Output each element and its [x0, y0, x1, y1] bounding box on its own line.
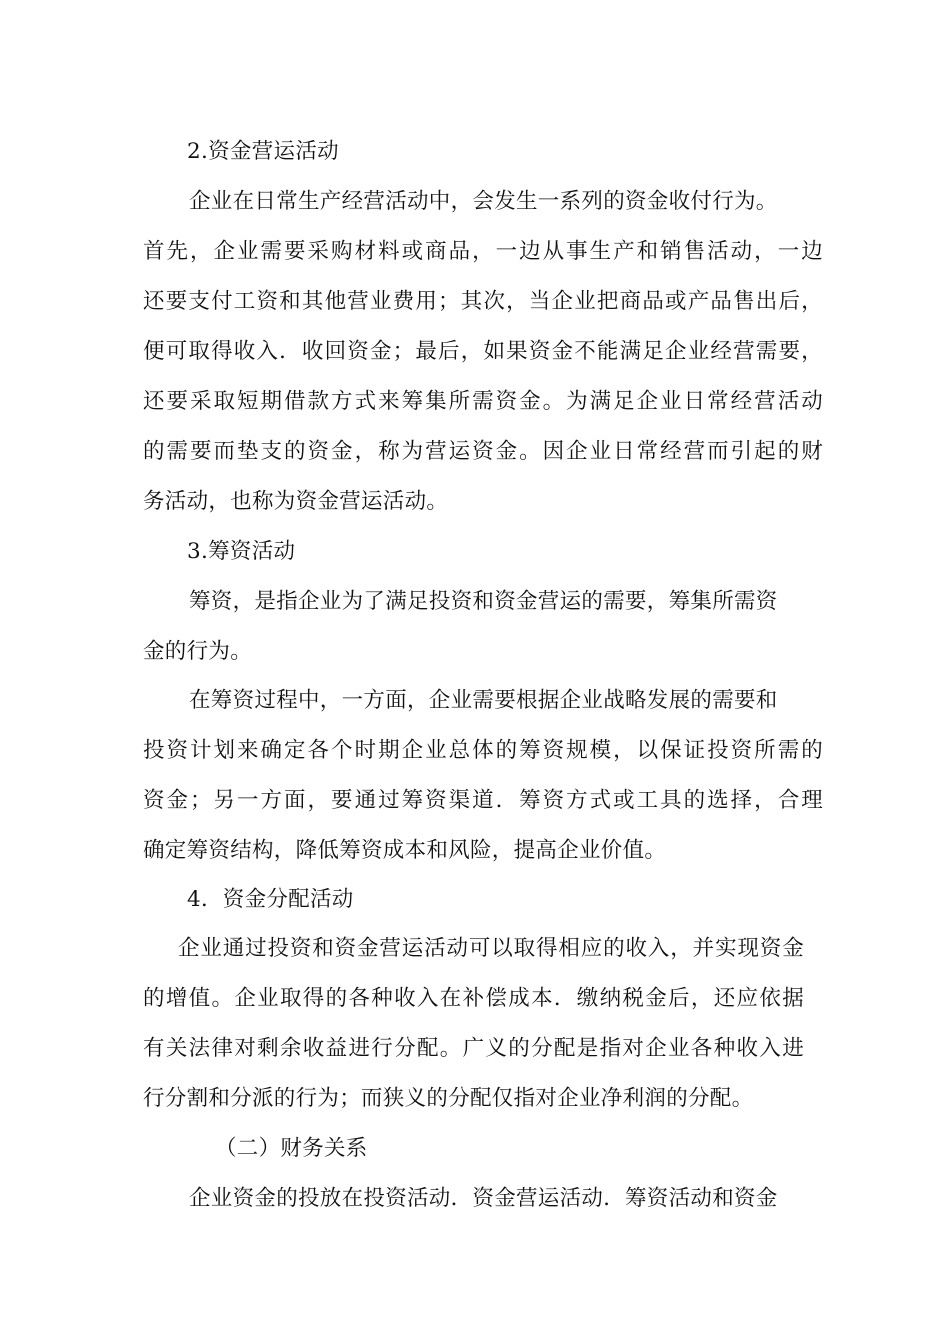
heading-financial-relations: （二）财务关系: [215, 1136, 368, 1161]
paragraph-line: 企业在日常生产经营活动中，会发生一系列的资金收付行为。: [189, 189, 778, 214]
paragraph-line: 确定筹资结构，降低筹资成本和风险，提高企业价值。: [143, 838, 667, 863]
paragraph-line: 资金；另一方面，要通过筹资渠道．筹资方式或工具的选择，合理: [143, 788, 823, 813]
paragraph-line: 投资计划来确定各个时期企业总体的筹资规模，以保证投资所需的: [143, 738, 823, 763]
paragraph-line: 企业通过投资和资金营运活动可以取得相应的收入，并实现资金: [178, 936, 804, 961]
paragraph-line: 还要支付工资和其他营业费用；其次，当企业把商品或产品售出后，: [143, 289, 823, 314]
heading-capital-operation: 2.资金营运活动: [187, 139, 339, 164]
paragraph-line: 筹资，是指企业为了满足投资和资金营运的需要，筹集所需资: [189, 589, 778, 614]
paragraph-line: 的增值。企业取得的各种收入在补偿成本．缴纳税金后，还应依据: [143, 986, 804, 1011]
paragraph-line: 企业资金的投放在投资活动．资金营运活动．筹资活动和资金: [189, 1186, 778, 1211]
paragraph-line: 的需要而垫支的资金，称为营运资金。因企业日常经营而引起的财: [143, 439, 823, 464]
paragraph-line: 行分割和分派的行为；而狭义的分配仅指对企业净利润的分配。: [143, 1086, 754, 1111]
paragraph-line: 还要采取短期借款方式来筹集所需资金。为满足企业日常经营活动: [143, 389, 823, 414]
paragraph-line: 务活动，也称为资金营运活动。: [143, 489, 449, 514]
heading-financing: 3.筹资活动: [187, 539, 296, 564]
paragraph-line: 金的行为。: [143, 639, 253, 664]
paragraph-line: 有关法律对剩余收益进行分配。广义的分配是指对企业各种收入进: [143, 1036, 804, 1061]
heading-capital-distribution: 4．资金分配活动: [187, 887, 354, 912]
paragraph-line: 首先，企业需要采购材料或商品，一边从事生产和销售活动，一边: [143, 239, 823, 264]
paragraph-line: 在筹资过程中，一方面，企业需要根据企业战略发展的需要和: [189, 688, 778, 713]
paragraph-line: 便可取得收入．收回资金；最后，如果资金不能满足企业经营需要，: [143, 339, 823, 364]
